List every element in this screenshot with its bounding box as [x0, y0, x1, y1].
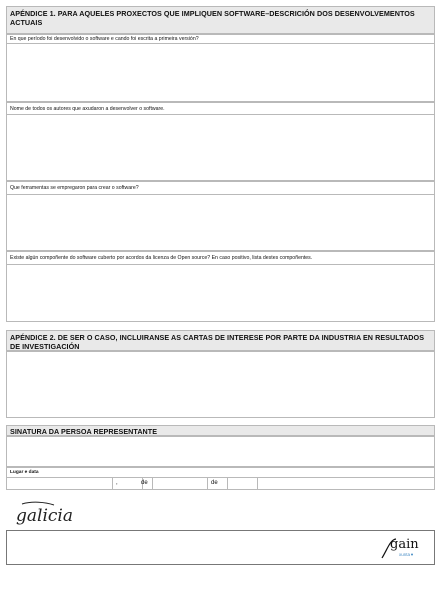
place-date-row [6, 477, 435, 490]
question-4-answer-field[interactable] [6, 264, 435, 322]
question-4-label: Existe algún compoñente do software cuberto por acordos da licenza de Open source? En caso positivo, lista destes compoñentes. [6, 251, 435, 264]
footer-box [6, 530, 435, 565]
gain-logo [380, 534, 428, 562]
appendix-2-answer-field[interactable] [6, 351, 435, 418]
svg-text:galicia: galicia [16, 506, 73, 526]
year-field[interactable] [228, 478, 258, 489]
question-3-answer-field[interactable] [6, 194, 435, 251]
de-separator-1: de [141, 480, 148, 486]
appendix-2-title: APÉNDICE 2. DE SER O CASO, INCLUIRANSE AS CARTAS DE INTERESE POR PARTE DA INDUSTRIA EN RESULTADOS DE INVESTIGACIÓN [10, 333, 425, 351]
signature-header [6, 425, 435, 436]
place-field[interactable] [7, 478, 113, 489]
svg-text:xunta: xunta [399, 552, 411, 557]
question-2-label: Nome de todos os autores que axudaron a desenvolver o software. [6, 102, 435, 114]
question-3-label: Que ferramentas se empregaron para crear o software? [6, 181, 435, 194]
galicia-logo [12, 500, 84, 526]
appendix-2-header [6, 330, 435, 351]
svg-text:gain: gain [390, 537, 419, 552]
appendix-1-title: APÉNDICE 1. PARA AQUELES PROXECTOS QUE IMPLIQUEN SOFTWARE–DESCRICIÓN DOS DESENVOLVEMENTOS ACTUAIS [10, 9, 415, 27]
question-1-answer-field[interactable] [6, 43, 435, 102]
signature-field[interactable] [6, 436, 435, 467]
appendix-1-header [6, 6, 435, 34]
place-date-label: Lugar e data [6, 467, 435, 477]
comma-separator: , [113, 478, 143, 489]
de-separator-2: de [208, 478, 228, 489]
signature-title: SINATURA DA PERSOA REPRESENTANTE [10, 427, 158, 436]
question-2-answer-field[interactable] [6, 114, 435, 181]
question-1-label: En que período foi desenvolvido o software e cando foi escrita a primeira versión? [6, 34, 435, 43]
month-field[interactable] [154, 478, 208, 489]
